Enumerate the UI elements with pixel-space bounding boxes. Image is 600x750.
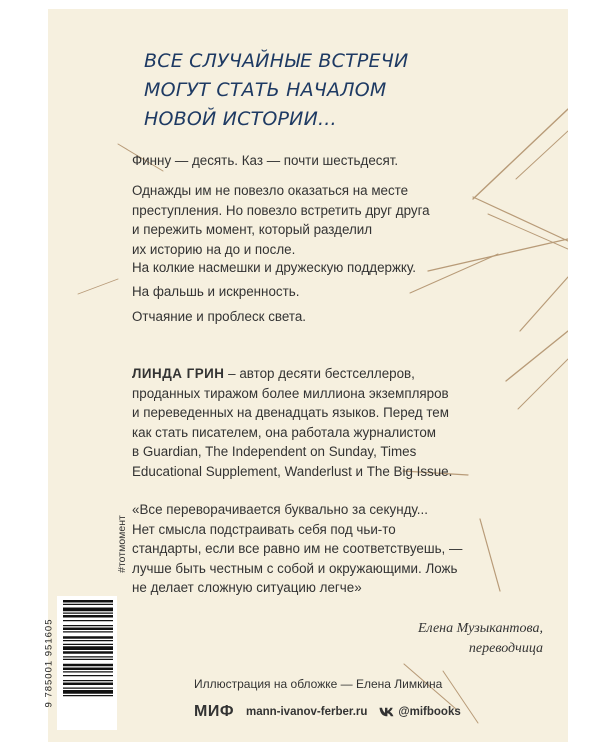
text-line: проданных тиражом более миллиона экземпляров — [132, 385, 449, 401]
barcode-bar — [63, 671, 113, 672]
back-cover — [48, 9, 568, 742]
barcode-bar — [63, 640, 113, 641]
text-line: и переведенных на двенадцать языков. Перед тем — [132, 405, 449, 420]
barcode-bar — [63, 608, 113, 612]
vk-icon[interactable] — [379, 707, 395, 717]
headline-line: МОГУТ СТАТЬ НАЧАЛОМ — [144, 79, 387, 101]
text-line: Финну — десять. Каз — почти шестьдесят. — [132, 153, 399, 168]
blurb-paragraph-2 — [132, 181, 430, 259]
barcode-bar — [63, 644, 113, 645]
barcode-bar — [63, 615, 113, 618]
social-handle[interactable]: @mifbooks — [398, 706, 461, 718]
headline-line: ВСЕ СЛУЧАЙНЫЕ ВСТРЕЧИ — [144, 50, 409, 72]
barcode-bar — [63, 675, 113, 676]
text-line: в Guardian, The Independent on Sunday, Times — [132, 444, 417, 459]
barcode-bar — [63, 668, 113, 671]
text-line: как стать писателем, она работала журналистом — [132, 424, 437, 440]
quote-author: Елена Музыкантова, — [417, 621, 543, 636]
barcode-bar — [63, 620, 113, 621]
text-line: «Все переворачивается буквально за секунду... — [132, 502, 428, 517]
barcode-bar — [63, 680, 113, 681]
barcode-bar — [63, 631, 113, 632]
text-line: лучше быть честным с собой и окружающими. Ложь — [132, 560, 458, 576]
blurb-paragraph-1 — [132, 151, 398, 171]
barcode-bar — [63, 600, 113, 603]
blurb-paragraph-5 — [132, 307, 306, 327]
quote-author-role: переводчица — [468, 641, 543, 656]
headline-line: НОВОЙ ИСТОРИИ... — [144, 108, 337, 130]
text-line: преступления. Но повезло встретить друг друга — [132, 202, 430, 218]
publisher-footer — [194, 702, 461, 722]
barcode-bars — [57, 596, 117, 730]
headline — [144, 47, 524, 134]
barcode-bar — [63, 604, 113, 605]
barcode-bar — [63, 659, 113, 660]
isbn-text: 9 785001 951605 — [43, 618, 55, 708]
text-line: Educational Supplement, Wanderlust и The Big Issue. — [132, 463, 453, 479]
hashtag-text: #тотмомент — [116, 515, 128, 573]
isbn-barcode — [57, 596, 117, 730]
blurb-paragraph-4 — [132, 282, 299, 302]
publisher-website[interactable]: mann-ivanov-ferber.ru — [245, 706, 368, 718]
barcode-bar — [63, 646, 113, 650]
barcode-bar — [63, 628, 113, 631]
text-line: не делает сложную ситуацию легче» — [132, 580, 362, 595]
quote-signature — [338, 619, 543, 659]
text-line: и пережить момент, который разделил — [132, 222, 373, 237]
text-line: На колкие насмешки и дружескую поддержку. — [132, 260, 417, 275]
blurb-paragraph-3 — [132, 258, 416, 278]
text-line — [132, 364, 452, 384]
barcode-bar — [63, 656, 113, 657]
barcode-bar — [63, 688, 113, 689]
barcode-bar — [63, 683, 113, 686]
barcode-bar — [63, 636, 113, 639]
text-line: стандарты, если все равно им не соответствуешь, — — [132, 541, 463, 556]
text-line: На фальшь и искренность. — [132, 284, 300, 299]
text-line: Нет смысла подстраивать себя под чьи-то — [132, 521, 396, 537]
barcode-bar — [63, 625, 113, 626]
barcode-bar — [63, 651, 113, 654]
barcode-bar — [63, 613, 113, 614]
barcode-bar — [63, 664, 113, 667]
barcode-bar — [63, 695, 113, 696]
illustration-credit: Иллюстрация на обложке — Елена Лимкина — [194, 677, 443, 691]
author-bio — [132, 364, 452, 481]
text-line: Однажды им не повезло оказаться на месте — [132, 183, 409, 198]
text-line: Отчаяние и проблеск света. — [132, 309, 307, 324]
translator-quote — [132, 500, 462, 598]
publisher-logo: МИФ — [194, 703, 234, 720]
barcode-bar — [63, 690, 113, 694]
author-bio-first-line: – автор десяти бестселлеров, — [224, 366, 415, 381]
text-line: их историю на до и после. — [132, 241, 296, 257]
author-name: ЛИНДА ГРИН — [132, 366, 225, 381]
